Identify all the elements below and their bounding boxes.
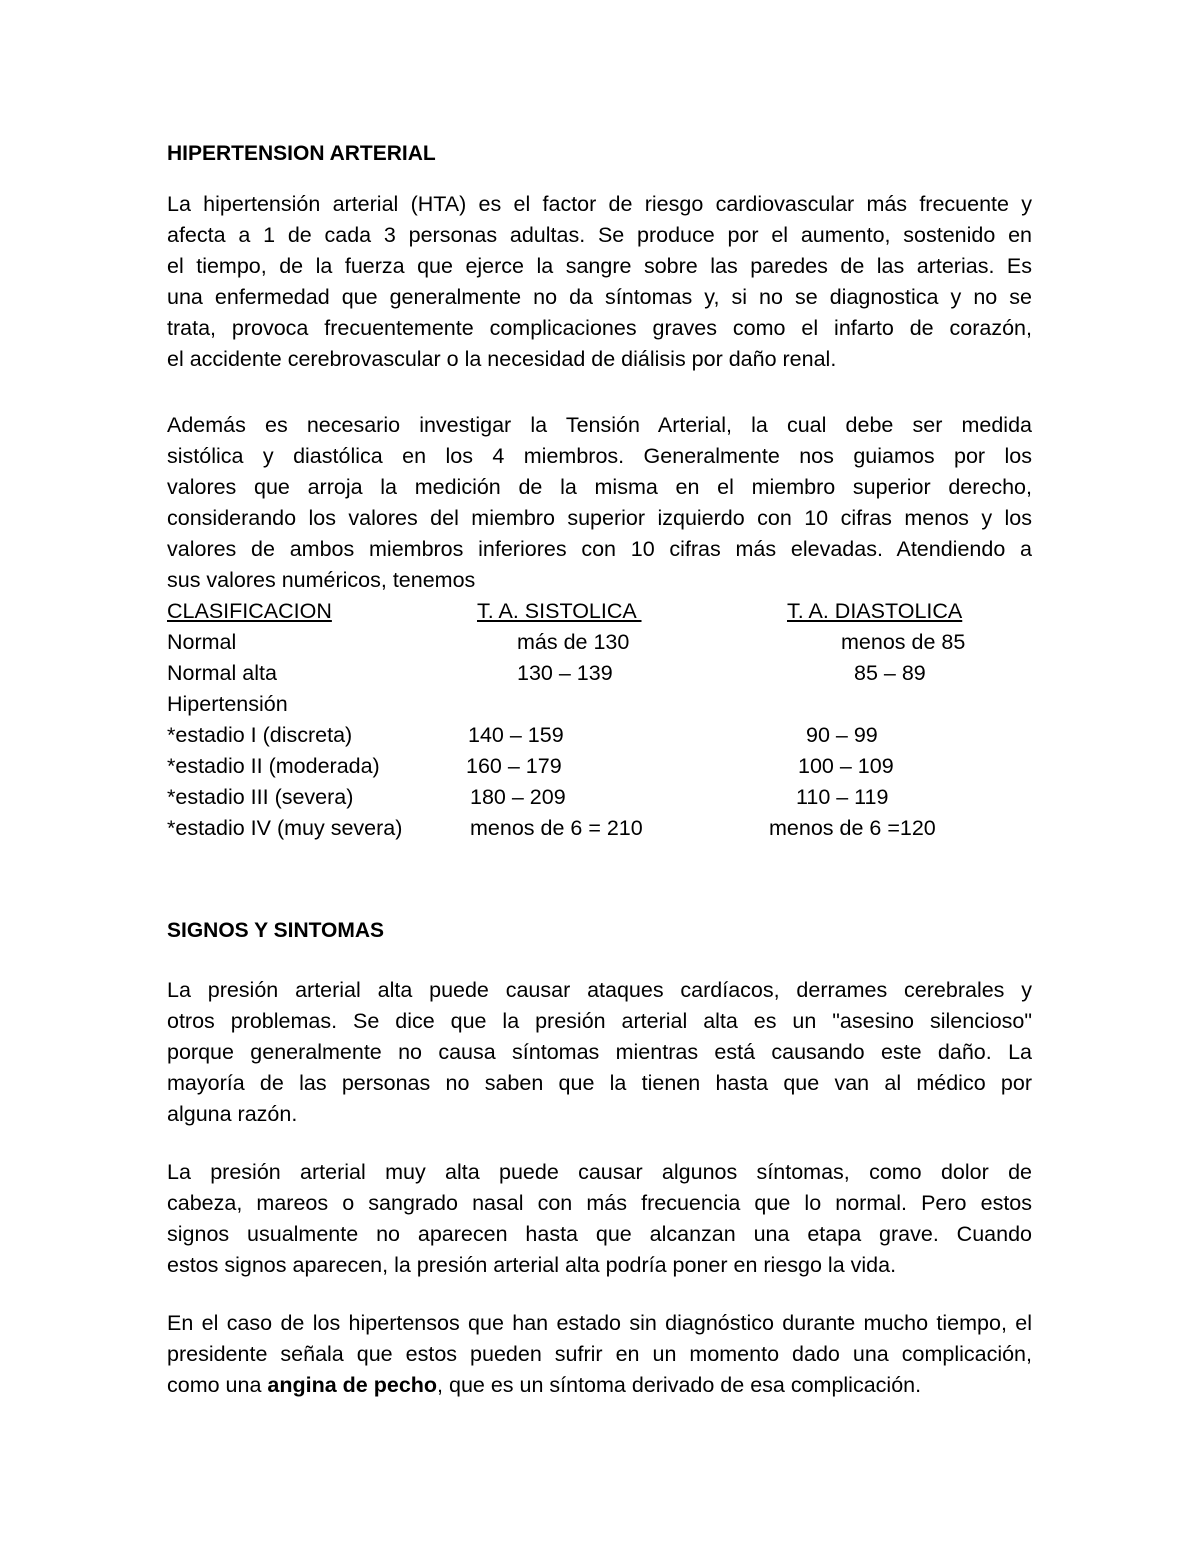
header-diastolica: T. A. DIASTOLICA — [787, 599, 963, 623]
bold-term-angina: angina de pecho — [267, 1373, 438, 1397]
row-label: *estadio I (discreta) — [167, 723, 353, 747]
paragraph-line: sus valores numéricos, tenemos — [167, 568, 476, 592]
paragraph-signos-2 — [167, 1157, 1032, 1281]
paragraph-line: cabeza, mareos o sangrado nasal con más frecuencia que lo normal. Pero estos — [167, 1191, 1032, 1215]
row-sistolica: 140 – 159 — [468, 723, 564, 747]
paragraph-line: otros problemas. Se dice que la presión arterial alta es un "asesino silencioso" — [167, 1009, 1032, 1033]
row-label: Normal — [167, 630, 237, 654]
paragraph-line: La hipertensión arterial (HTA) es el factor de riesgo cardiovascular más frecuente y — [167, 192, 1032, 216]
paragraph-signos-3 — [167, 1308, 1032, 1401]
row-label: *estadio III (severa) — [167, 785, 354, 809]
row-diastolica: 90 – 99 — [806, 723, 878, 747]
row-label: *estadio II (moderada) — [167, 754, 380, 778]
paragraph-line: alguna razón. — [167, 1102, 298, 1126]
row-diastolica: 100 – 109 — [798, 754, 894, 778]
paragraph-line: una enfermedad que generalmente no da síntomas y, si no se diagnostica y no se — [167, 285, 1032, 309]
paragraph-line: mayoría de las personas no saben que la tienen hasta que van al médico por — [167, 1071, 1032, 1095]
row-diastolica: 110 – 119 — [796, 785, 889, 809]
paragraph-line: afecta a 1 de cada 3 personas adultas. Se produce por el aumento, sostenido en — [167, 223, 1032, 247]
paragraph-line: estos signos aparecen, la presión arterial alta podría poner en riesgo la vida. — [167, 1253, 897, 1277]
header-sistolica: T. A. SISTOLICA — [477, 599, 642, 623]
row-sistolica: 130 – 139 — [517, 661, 613, 685]
header-clasificacion: CLASIFICACION — [167, 599, 332, 623]
row-diastolica: 85 – 89 — [854, 661, 926, 685]
paragraph-line: En el caso de los hipertensos que han estado sin diagnóstico durante mucho tiempo, el — [167, 1311, 1032, 1335]
paragraph-line: porque generalmente no causa síntomas mientras está causando este daño. La — [167, 1040, 1032, 1064]
row-label: Hipertensión — [167, 692, 288, 716]
paragraph-line: el accidente cerebrovascular o la necesidad de diálisis por daño renal. — [167, 347, 837, 371]
row-sistolica: 160 – 179 — [466, 754, 562, 778]
paragraph-signos-1 — [167, 975, 1032, 1130]
row-diastolica: menos de 6 =120 — [769, 816, 936, 840]
paragraph-tension — [167, 410, 1032, 596]
paragraph-line — [167, 1370, 1032, 1401]
row-diastolica: menos de 85 — [841, 630, 966, 654]
row-sistolica: 180 – 209 — [470, 785, 566, 809]
paragraph-line: presidente señala que estos pueden sufrir en un momento dado una complicación, — [167, 1342, 1032, 1366]
section-title-hipertension: HIPERTENSION ARTERIAL — [167, 142, 436, 165]
text-run: , que es un síntoma derivado de esa complicación. — [437, 1373, 922, 1397]
text-run: como una — [167, 1373, 268, 1397]
paragraph-line: valores que arroja la medición de la misma en el miembro superior derecho, — [167, 475, 1032, 499]
paragraph-line: signos usualmente no aparecen hasta que alcanzan una etapa grave. Cuando — [167, 1222, 1032, 1246]
paragraph-line: el tiempo, de la fuerza que ejerce la sangre sobre las paredes de las arterias. Es — [167, 254, 1032, 278]
paragraph-line: La presión arterial muy alta puede causar algunos síntomas, como dolor de — [167, 1160, 1032, 1184]
row-sistolica: menos de 6 = 210 — [470, 816, 643, 840]
section-title-signos: SIGNOS Y SINTOMAS — [167, 919, 385, 942]
paragraph-line: valores de ambos miembros inferiores con 10 cifras más elevadas. Atendiendo a — [167, 537, 1032, 561]
paragraph-line: trata, provoca frecuentemente complicaciones graves como el infarto de corazón, — [167, 316, 1032, 340]
row-sistolica: más de 130 — [517, 630, 630, 654]
row-label: Normal alta — [167, 661, 277, 685]
paragraph-line: Además es necesario investigar la Tensión Arterial, la cual debe ser medida — [167, 413, 1032, 437]
paragraph-line: La presión arterial alta puede causar ataques cardíacos, derrames cerebrales y — [167, 978, 1032, 1002]
paragraph-line: considerando los valores del miembro superior izquierdo con 10 cifras menos y los — [167, 506, 1032, 530]
row-label: *estadio IV (muy severa) — [167, 816, 403, 840]
paragraph-intro — [167, 189, 1032, 375]
paragraph-line: sistólica y diastólica en los 4 miembros. Generalmente nos guiamos por los — [167, 444, 1032, 468]
